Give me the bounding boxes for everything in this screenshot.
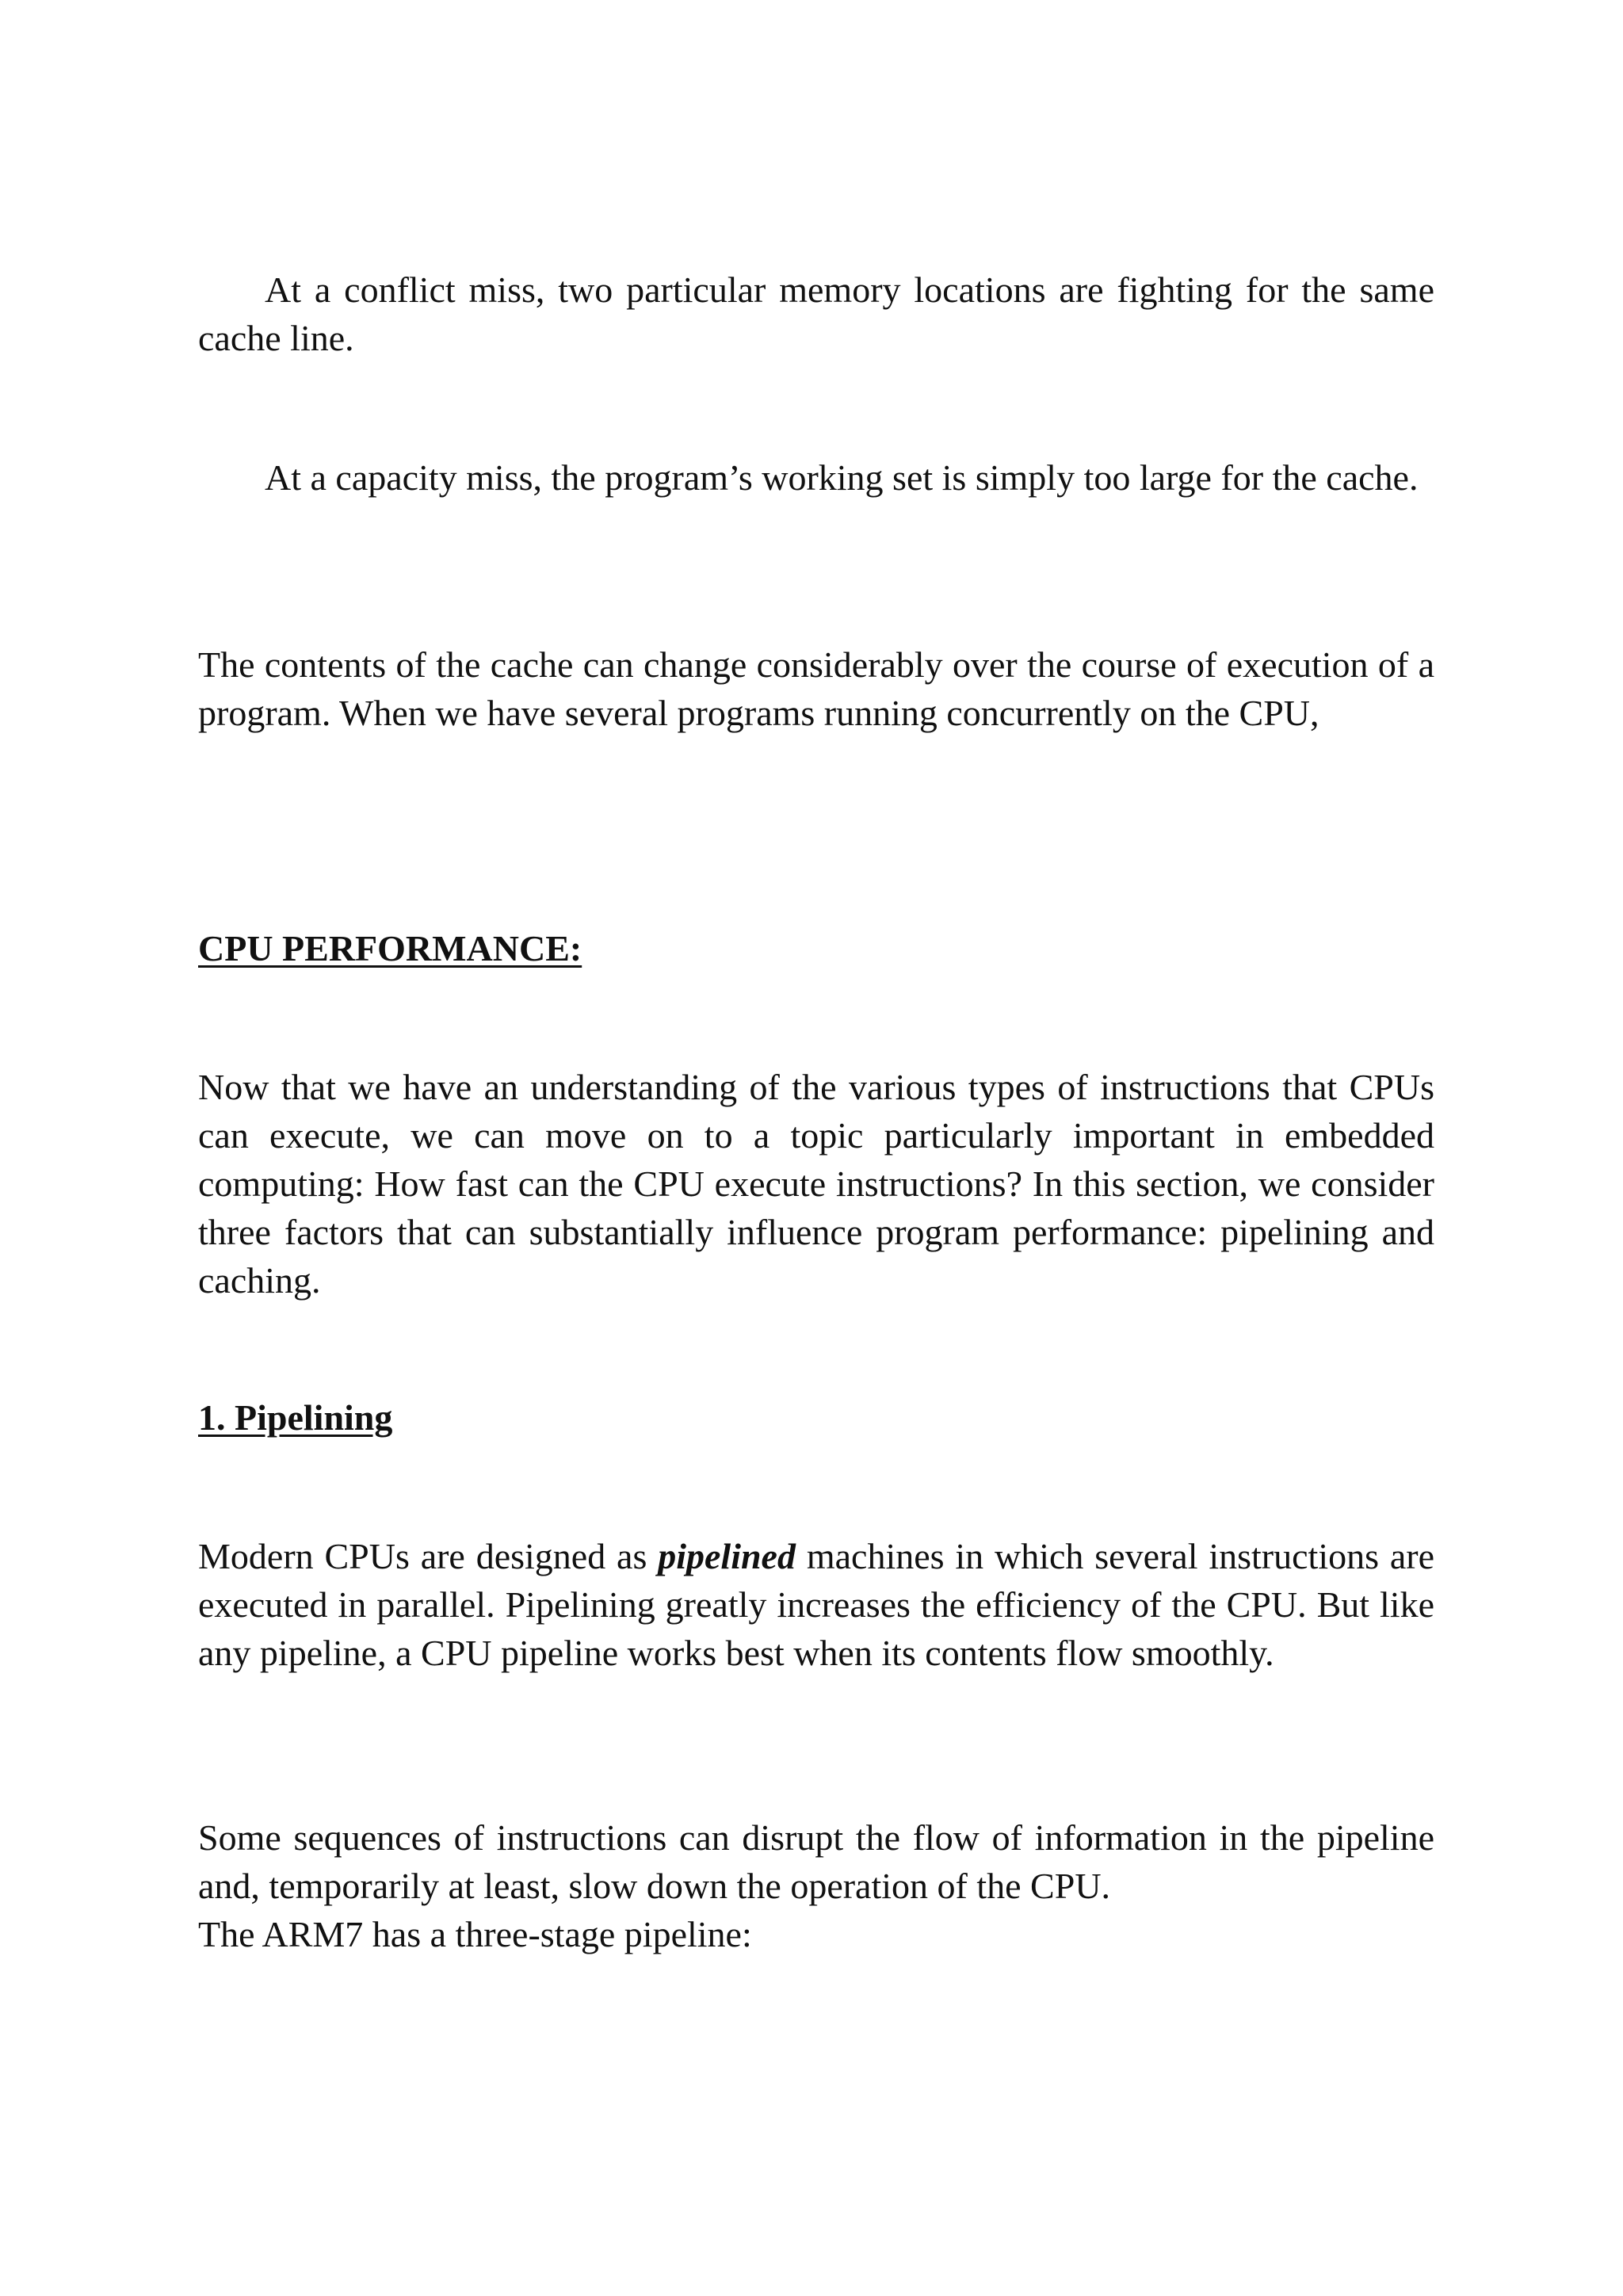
paragraph-pipelining bbox=[198, 1532, 1434, 1677]
paragraph-pipelining-start: Modern CPUs are designed as bbox=[198, 1536, 659, 1576]
paragraph-arm7: The ARM7 has a three-stage pipeline: bbox=[198, 1914, 752, 1954]
paragraph-disrupt: Some sequences of instructions can disrupt the flow of information in the pipeline and, temporarily at least, slow down the operation of the CPU. bbox=[198, 1817, 1434, 1906]
paragraph-capacity-miss: At a capacity miss, the program’s working set is simply too large for the cache. bbox=[265, 457, 1419, 498]
paragraph-conflict-miss: At a conflict miss, two particular memory locations are fighting for the same cache line. bbox=[198, 269, 1434, 358]
paragraph-pipelining-rest: machines in which several instructions are executed in parallel. Pipelining greatly increases the efficiency of the CPU. But like any pipeline, a CPU pipeline works best when its contents flow smoothly. bbox=[198, 1536, 1434, 1673]
section-heading-pipelining: 1. Pipelining bbox=[198, 1397, 393, 1438]
paragraph-cache-contents: The contents of the cache can change considerably over the course of execution of a program. When we have several programs running concurrently on the CPU, bbox=[198, 644, 1434, 733]
emphasis-pipelined: pipelined bbox=[658, 1536, 796, 1576]
paragraph-cpu-performance: Now that we have an understanding of the various types of instructions that CPUs can execute, we can move on to a topic particularly important in embedded computing: How fast can the CPU execute instructions? In this section, we consider three factors that can substantially influence program performance: pipelining and caching. bbox=[198, 1067, 1434, 1301]
section-heading-cpu-performance: CPU PERFORMANCE: bbox=[198, 928, 582, 968]
